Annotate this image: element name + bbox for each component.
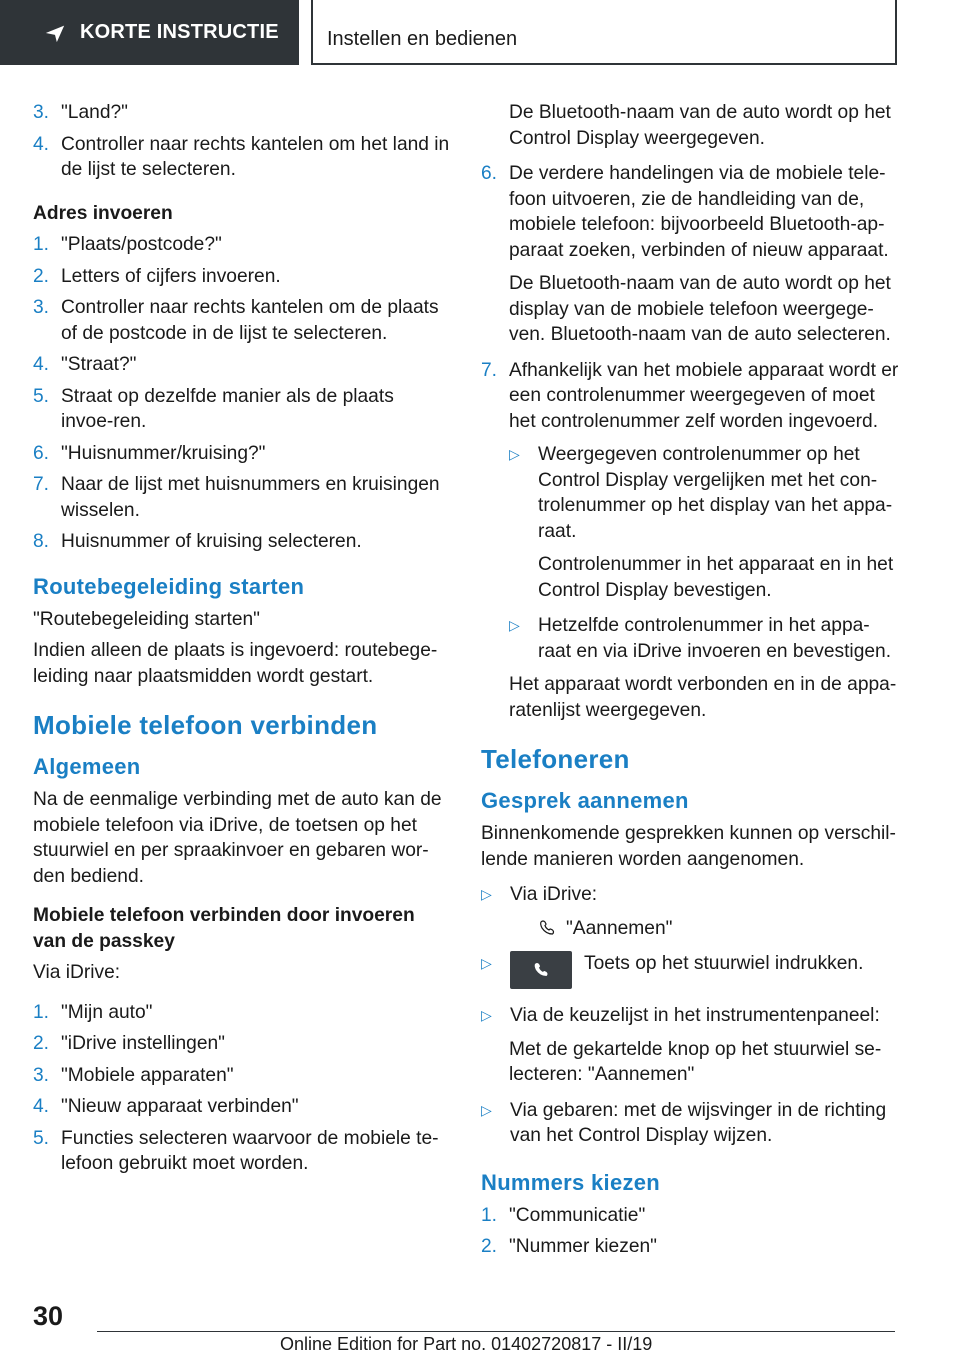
list-item: 6. "Huisnummer/kruising?" xyxy=(33,442,266,464)
left-column xyxy=(33,100,451,1195)
list-item: ▷ Via iDrive: xyxy=(481,882,899,908)
adres-heading: Adres invoeren xyxy=(33,202,173,224)
edition-text: Online Edition for Part no. 01402720817 - II/19 xyxy=(280,1334,653,1354)
footer-divider xyxy=(97,1331,895,1332)
list-item: 3. "Mobiele apparaten" xyxy=(33,1064,234,1086)
bluetooth-select-text: De Bluetooth-naam van de auto wordt op het display van de mobiele telefoon weergege-ven. Bluetooth-naam van de auto selecteren. xyxy=(509,273,891,345)
gesprek-heading: Gesprek aannemen xyxy=(481,788,689,813)
passkey-heading: Mobiele telefoon verbinden door invoeren van de passkey xyxy=(33,905,415,952)
list-item: 8. Huisnummer of kruising selecteren. xyxy=(33,531,362,552)
control-confirm-text: Controlenummer in het apparaat en in het Control Display bevestigen. xyxy=(538,554,894,601)
adres-list xyxy=(33,232,451,555)
page-header xyxy=(0,0,960,66)
pairing-steps-list xyxy=(481,161,899,263)
gekartelde-knop-text: Met de gekartelde knop op het stuurwiel se-lecteren: "Aannemen" xyxy=(509,1038,882,1085)
list-item: ▷ Weergegeven controlenummer op het Control Display vergelijken met het con-trolenummer op het display van het appa-raat. xyxy=(509,444,893,542)
list-item: 5. Functies selecteren waarvoor de mobiele te-lefoon gebruikt moet worden. xyxy=(33,1127,439,1174)
list-item: 2. "Nummer kiezen" xyxy=(481,1236,657,1257)
list-item: 7. Afhankelijk van het mobiele apparaat wordt er een controlenummer weergegeven of moet het controlenummer zelf worden ingevoerd. xyxy=(481,359,899,432)
list-item: 3. Controller naar rechts kantelen om de plaats of de postcode in de lijst te selecteren. xyxy=(33,297,439,344)
list-item: 2. "iDrive instellingen" xyxy=(33,1033,225,1054)
list-item: ▷ Via de keuzelijst in het instrumentenpaneel: xyxy=(481,1003,899,1029)
passkey-list xyxy=(33,1000,451,1177)
gesprek-text: Binnenkomende gesprekken kunnen op verschil-lende manieren worden aangenomen. xyxy=(481,823,896,870)
country-steps-list xyxy=(33,100,451,183)
list-item: 4. Controller naar rechts kantelen om het land in de lijst te selecteren. xyxy=(33,133,450,180)
mobiel-heading: Mobiele telefoon verbinden xyxy=(33,710,378,740)
route-text-1: "Routebegeleiding starten" xyxy=(33,608,260,630)
nummers-heading: Nummers kiezen xyxy=(481,1169,661,1195)
list-item: 1. "Plaats/postcode?" xyxy=(33,234,222,255)
triangle-bullet-icon: ▷ xyxy=(481,955,492,971)
device-connected-text: Het apparaat wordt verbonden en in de appa-ratenlijst weergegeven. xyxy=(509,674,897,721)
triangle-bullet-icon: ▷ xyxy=(509,446,520,462)
list-item: 4. "Straat?" xyxy=(33,354,137,375)
list-item: 5. Straat op dezelfde manier als de plaats invoe-ren. xyxy=(33,385,394,432)
right-column xyxy=(481,100,899,1278)
list-item: 7. Naar de lijst met huisnummers en kruisingen wisselen. xyxy=(33,474,440,521)
phone-icon xyxy=(538,918,558,936)
list-item: ▷ Via gebaren: met de wijsvinger in de richting van het Control Display wijzen. xyxy=(481,1099,887,1146)
phone-button-icon xyxy=(510,951,572,989)
control-number-sublist-2 xyxy=(481,613,899,664)
list-item: 4. "Nieuw apparaat verbinden" xyxy=(33,1096,299,1117)
answer-methods-list-3 xyxy=(481,1098,899,1149)
page-number: 30 xyxy=(33,1301,64,1331)
compass-star-icon xyxy=(44,22,66,44)
triangle-bullet-icon: ▷ xyxy=(481,886,492,902)
aannemen-text: "Aannemen" xyxy=(481,916,899,942)
pairing-steps-list-2 xyxy=(481,358,899,435)
algemeen-heading: Algemeen xyxy=(33,754,141,779)
list-item: 3. "Land?" xyxy=(33,102,128,123)
via-idrive-text: Via iDrive: xyxy=(33,962,121,983)
triangle-bullet-icon: ▷ xyxy=(481,1101,492,1118)
list-item: ▷ Hetzelfde controlenummer in het appa-raat en via iDrive invoeren en bevestigen. xyxy=(509,615,892,662)
list-item: 1. "Communicatie" xyxy=(481,1204,646,1226)
control-number-sublist xyxy=(481,442,899,544)
chapter-tab-label: Instellen en bedienen xyxy=(327,28,518,50)
route-text-2: Indien alleen de plaats is ingevoerd: routebege-leiding naar plaatsmidden wordt gestart. xyxy=(33,640,438,687)
list-item: ▷ Toets op het stuurwiel indrukken. xyxy=(481,951,899,989)
triangle-bullet-icon: ▷ xyxy=(509,617,520,633)
answer-methods-list-2 xyxy=(481,951,899,1029)
bluetooth-name-text: De Bluetooth-naam van de auto wordt op het Control Display weergegeven. xyxy=(509,102,891,149)
section-tab[interactable] xyxy=(0,0,299,65)
route-heading: Routebegeleiding starten xyxy=(33,573,305,599)
section-tab-label: KORTE INSTRUCTIE xyxy=(80,21,279,43)
algemeen-text: Na de eenmalige verbinding met de auto kan de mobiele telefoon via iDrive, de toetsen op het stuurwiel en per spraakinvoer en gebaren wor-den bediend. xyxy=(33,789,442,887)
nummers-list xyxy=(481,1203,899,1260)
telefoneren-heading: Telefoneren xyxy=(481,744,630,774)
answer-methods-list xyxy=(481,882,899,908)
chapter-tab[interactable] xyxy=(311,0,897,65)
list-item: 6. De verdere handelingen via de mobiele tele-foon uitvoeren, zie de handleiding van de, mobiele telefoon: bijvoorbeeld Bluetooth-ap-paraat zoeken, verbinden of nieuw apparaat. xyxy=(481,163,889,261)
list-item: 1. "Mijn auto" xyxy=(33,1001,153,1023)
triangle-bullet-icon: ▷ xyxy=(481,1007,492,1023)
list-item: 2. Letters of cijfers invoeren. xyxy=(33,265,281,287)
